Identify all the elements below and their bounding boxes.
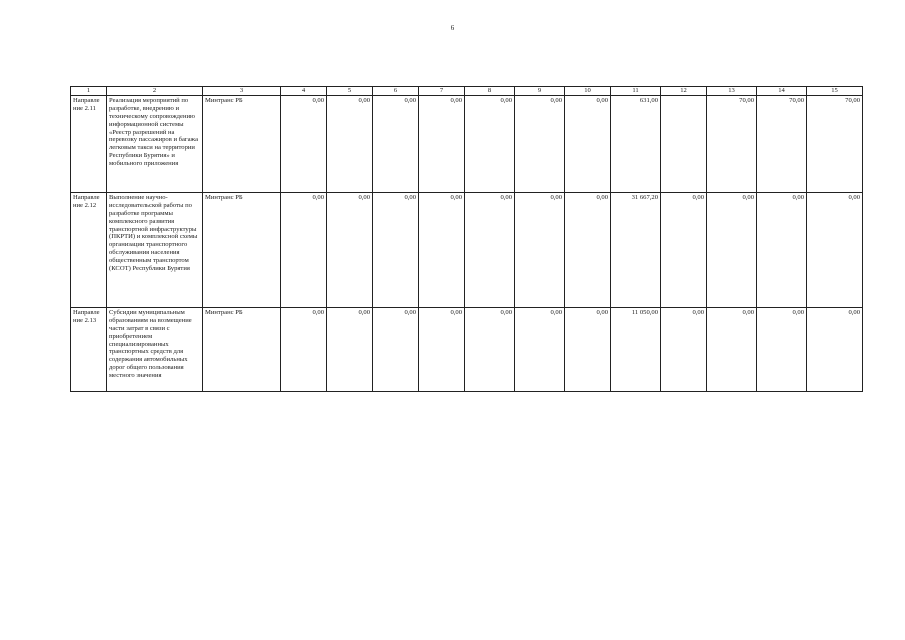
table-row xyxy=(71,95,863,192)
value-cell: 31 667,20 xyxy=(611,192,661,307)
value-cell: 0,00 xyxy=(281,192,327,307)
column-header: 8 xyxy=(465,87,515,96)
executor: Минтранс РБ xyxy=(203,95,281,192)
direction-code: Направле ние 2.11 xyxy=(71,95,107,192)
column-header: 1 xyxy=(71,87,107,96)
table-header-row xyxy=(71,87,863,96)
value-cell: 0,00 xyxy=(565,95,611,192)
executor: Минтранс РБ xyxy=(203,192,281,307)
column-header: 14 xyxy=(757,87,807,96)
value-cell: 11 050,00 xyxy=(611,307,661,391)
executor: Минтранс РБ xyxy=(203,307,281,391)
value-cell: 0,00 xyxy=(661,307,707,391)
table-row xyxy=(71,192,863,307)
measures-table xyxy=(70,86,863,392)
direction-code: Направле ние 2.13 xyxy=(71,307,107,391)
value-cell: 0,00 xyxy=(515,307,565,391)
value-cell: 0,00 xyxy=(661,192,707,307)
value-cell: 0,00 xyxy=(515,95,565,192)
measure-name: Субсидии муниципальным образованиям на возмещение части затрат в связи с приобретением специализированных транспортных средств для содержания автомобильных дорог общего пользования местного значения xyxy=(107,307,203,391)
value-cell: 70,00 xyxy=(757,95,807,192)
value-cell: 70,00 xyxy=(707,95,757,192)
table-row xyxy=(71,307,863,391)
direction-code: Направле ние 2.12 xyxy=(71,192,107,307)
value-cell: 0,00 xyxy=(327,95,373,192)
column-header: 6 xyxy=(373,87,419,96)
column-header: 13 xyxy=(707,87,757,96)
column-header: 2 xyxy=(107,87,203,96)
value-cell: 0,00 xyxy=(707,307,757,391)
value-cell: 0,00 xyxy=(419,95,465,192)
column-header: 10 xyxy=(565,87,611,96)
value-cell: 0,00 xyxy=(465,307,515,391)
value-cell: 70,00 xyxy=(807,95,863,192)
value-cell: 0,00 xyxy=(707,192,757,307)
value-cell: 0,00 xyxy=(327,192,373,307)
value-cell: 0,00 xyxy=(465,192,515,307)
value-cell: 0,00 xyxy=(565,307,611,391)
value-cell: 0,00 xyxy=(419,192,465,307)
column-header: 12 xyxy=(661,87,707,96)
value-cell: 631,00 xyxy=(611,95,661,192)
value-cell: 0,00 xyxy=(281,307,327,391)
value-cell: 0,00 xyxy=(565,192,611,307)
column-header: 7 xyxy=(419,87,465,96)
column-header: 11 xyxy=(611,87,661,96)
value-cell: 0,00 xyxy=(757,307,807,391)
value-cell: 0,00 xyxy=(373,192,419,307)
column-header: 4 xyxy=(281,87,327,96)
value-cell: 0,00 xyxy=(465,95,515,192)
measure-name: Реализация мероприятий по разработке, внедрению и техническому сопровождению информационной системы «Реестр разрешений на перевозку пассажиров и багажа легковым такси на территории Республики Бурятия» и мобильного приложения xyxy=(107,95,203,192)
value-cell: 0,00 xyxy=(281,95,327,192)
column-header: 5 xyxy=(327,87,373,96)
column-header: 3 xyxy=(203,87,281,96)
value-cell: 0,00 xyxy=(419,307,465,391)
column-header: 15 xyxy=(807,87,863,96)
value-cell: 0,00 xyxy=(373,95,419,192)
page-number: 6 xyxy=(450,24,455,32)
value-cell xyxy=(661,95,707,192)
value-cell: 0,00 xyxy=(807,192,863,307)
measure-name: Выполнение научно-исследовательской работы по разработке программы комплексного развития транспортной инфраструктуры (ПКРТИ) и комплексной схемы организации транспортного обслуживания населения общественным транспортом (КСОТ) Республики Бурятия xyxy=(107,192,203,307)
value-cell: 0,00 xyxy=(327,307,373,391)
value-cell: 0,00 xyxy=(373,307,419,391)
value-cell: 0,00 xyxy=(515,192,565,307)
column-header: 9 xyxy=(515,87,565,96)
value-cell: 0,00 xyxy=(757,192,807,307)
value-cell: 0,00 xyxy=(807,307,863,391)
